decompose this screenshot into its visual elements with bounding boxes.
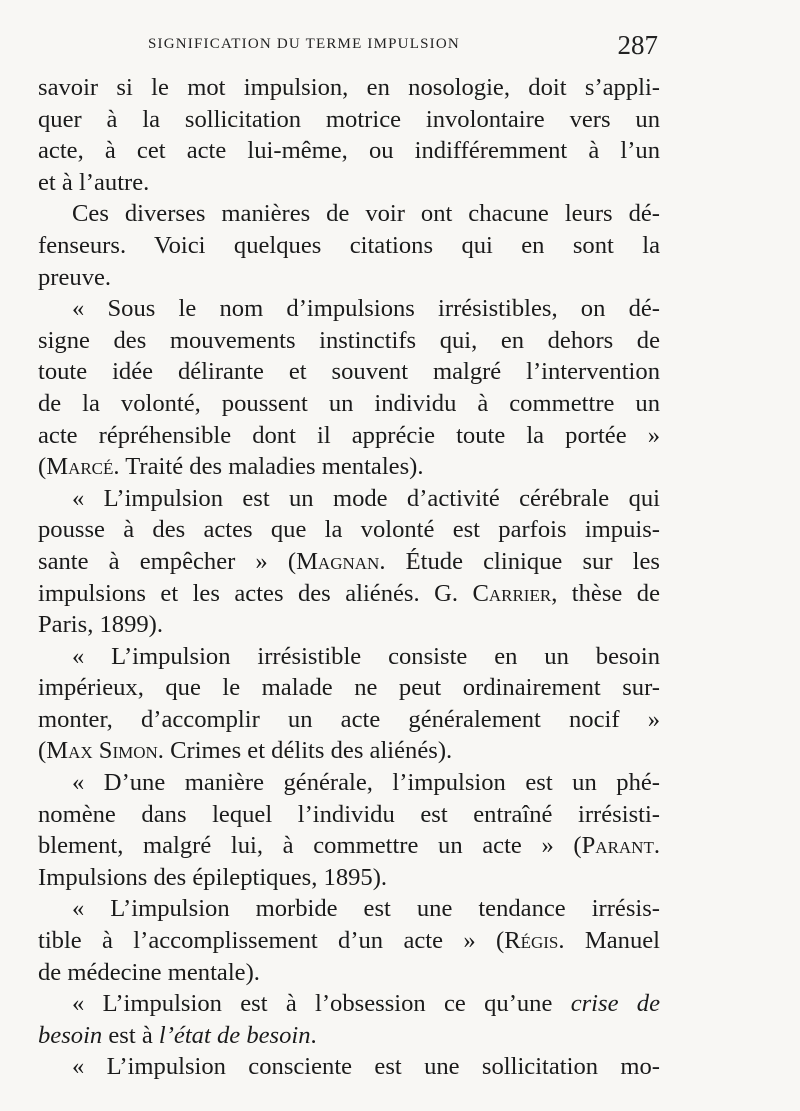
text-line [38,451,660,483]
running-head [38,30,660,60]
author-name: Max Simon [46,737,158,765]
text-segment: tible à l’accomplissement d’un acte » ( [38,927,505,955]
text-line [38,104,660,136]
text-segment: , thèse de [551,579,660,607]
author-name: Carrier [472,579,552,607]
page-number: 287 [617,30,658,60]
text-segment: . Manuel [558,927,660,955]
text-segment: Impulsions des épileptiques, 1895). [38,863,388,891]
text-line [38,1020,660,1052]
text-segment: de médecine mentale). [38,958,260,986]
text-segment: Ces diverses manières de voir ont chacune leurs dé- [72,200,660,228]
text-line [38,483,660,515]
text-segment: acte, à cet acte lui-même, ou indifféremment à l’un [38,137,660,165]
text-segment: . Traité des maladies mentales). [113,453,424,481]
text-line [38,230,660,262]
text-line [38,862,660,894]
text-segment: preuve. [38,263,112,291]
text-segment: . Crimes et délits des aliénés). [157,737,453,765]
text-segment: « L’impulsion consciente est une sollicitation mo- [72,1053,660,1081]
text-line [38,514,660,546]
text-segment: blement, malgré lui, à commettre un acte » ( [38,832,582,860]
text-line [38,988,660,1020]
text-line [38,293,660,325]
text-segment: « D’une manière générale, l’impulsion est un phé- [72,769,660,797]
text-line [38,325,660,357]
text-segment: . [310,1021,317,1049]
text-line [38,735,660,767]
text-line [38,1051,660,1083]
body-text [38,72,660,1083]
text-segment: ( [38,737,47,765]
italic-text: crise de [570,990,660,1018]
author-name: Marcé [46,453,114,481]
italic-text: l’état de besoin [158,1021,311,1049]
author-name: Régis [504,927,559,955]
text-line [38,72,660,104]
text-segment: signe des mouvements instinctifs qui, en dehors de [38,326,660,354]
text-segment: . Étude clinique sur les [379,547,660,575]
text-segment: « L’impulsion est à l’obsession ce qu’une [72,990,571,1018]
text-line [38,957,660,989]
text-line [38,641,660,673]
text-segment: fenseurs. Voici quelques citations qui en sont la [38,231,660,259]
text-line [38,167,660,199]
text-line [38,830,660,862]
author-name: Parant [581,832,654,860]
text-segment: nomène dans lequel l’individu est entraîné irrésisti- [38,800,660,828]
text-line [38,420,660,452]
text-segment: acte répréhensible dont il apprécie toute la portée » [38,421,660,449]
text-line [38,578,660,610]
text-segment: . [653,832,660,860]
text-segment: quer à la sollicitation motrice involontaire vers un [38,105,660,133]
text-segment: savoir si le mot impulsion, en nosologie, doit s’appli- [38,74,660,101]
text-segment: de la volonté, poussent un individu à commettre un [38,389,660,417]
text-line [38,925,660,957]
text-line [38,799,660,831]
text-segment: ( [38,453,47,481]
text-segment: toute idée délirante et souvent malgré l’intervention [38,358,660,386]
text-segment: est à [102,1021,159,1049]
text-segment: impulsions et les actes des aliénés. G. [38,579,473,607]
author-name: Magnan [296,547,380,575]
text-segment: sante à empêcher » ( [38,547,297,575]
text-segment: monter, d’accomplir un acte généralement nocif » [38,705,660,733]
text-segment: pousse à des actes que la volonté est parfois impuis- [38,516,660,544]
text-line [38,672,660,704]
text-segment: « Sous le nom d’impulsions irrésistibles, on dé- [72,295,660,323]
text-line [38,609,660,641]
text-segment: « L’impulsion morbide est une tendance irrésis- [72,895,660,923]
text-line [38,356,660,388]
text-segment: « L’impulsion est un mode d’activité cérébrale qui [72,484,660,512]
running-title: SIGNIFICATION DU TERME IMPULSION [148,36,460,52]
text-line [38,388,660,420]
italic-text: besoin [38,1021,103,1049]
text-line [38,198,660,230]
text-segment: et à l’autre. [38,168,150,196]
text-line [38,546,660,578]
text-line [38,262,660,294]
text-line [38,893,660,925]
text-segment: Paris, 1899). [38,611,164,639]
text-segment: « L’impulsion irrésistible consiste en un besoin [72,642,660,670]
text-line [38,704,660,736]
text-line [38,135,660,167]
text-line [38,767,660,799]
text-segment: impérieux, que le malade ne peut ordinairement sur- [38,674,660,702]
